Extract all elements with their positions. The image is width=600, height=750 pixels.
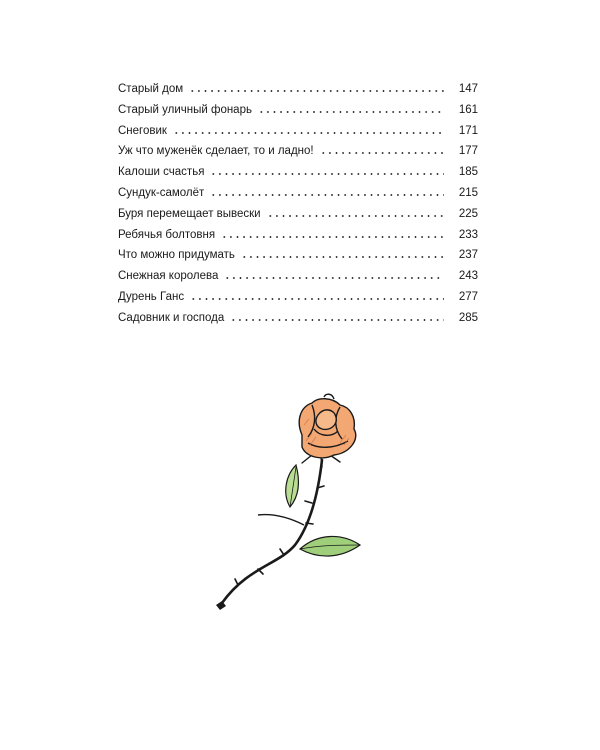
toc-entry-title: Уж что муженёк сделает, то и ладно! [118,145,314,158]
toc-entry-page: 171 [458,124,478,137]
toc-entry-title: Сундук-самолёт [118,186,205,199]
toc-entry-page: 277 [458,290,478,303]
toc-entry-page: 225 [458,207,478,220]
toc-entry[interactable] [118,141,478,162]
leaf-stalk [258,515,304,525]
dot-leader [241,256,444,258]
toc-entry-title: Старый дом [118,83,184,95]
toc-entry[interactable] [118,121,478,142]
toc-entry[interactable] [118,225,478,246]
toc-entry[interactable] [118,287,478,308]
rose-thorns [235,486,324,585]
dot-leader [210,173,444,175]
dot-leader [173,132,444,134]
toc-entry[interactable] [118,183,478,204]
stem-cut [216,601,226,610]
toc-entry-page: 147 [458,83,478,95]
toc-entry-title: Что можно придумать [118,249,235,262]
toc-entry-page: 237 [458,249,478,262]
dot-leader [230,319,444,321]
toc-entry-title: Снеговик [118,124,167,137]
upper-leaf [286,465,299,507]
toc-entry-title: Садовник и господа [118,311,225,324]
dot-leader [258,111,444,113]
toc-entry-page: 285 [458,311,478,324]
toc-entry-title: Старый уличный фонарь [118,103,252,116]
table-of-contents [118,79,478,329]
toc-entry-title: Буря перемещает вывески [118,207,261,220]
lower-leaf [300,536,360,556]
toc-entry[interactable] [118,266,478,287]
rose-bloom [299,394,356,458]
toc-entry-title: Дурень Ганс [118,290,185,303]
toc-entry-page: 243 [458,270,478,283]
toc-entry[interactable] [118,204,478,225]
toc-entry-page: 233 [458,228,478,241]
toc-entry-page: 177 [458,145,478,158]
toc-entry[interactable] [118,79,478,100]
toc-entry-page: 215 [458,186,478,199]
dot-leader [210,194,444,196]
toc-entry-title: Калоши счастья [118,166,205,179]
rose-illustration-icon [200,385,400,625]
toc-entry-page: 161 [458,103,478,116]
dot-leader [267,215,444,217]
dot-leader [221,236,444,238]
toc-entry[interactable] [118,308,478,329]
dot-leader [320,152,444,154]
toc-entry-page: 185 [458,166,478,179]
toc-entry[interactable] [118,162,478,183]
toc-entry-title: Ребячья болтовня [118,228,216,241]
dot-leader [189,90,444,92]
toc-entry-title: Снежная королева [118,270,219,283]
toc-entry[interactable] [118,245,478,266]
toc-entry[interactable] [118,100,478,121]
dot-leader [224,277,444,279]
dot-leader [190,298,444,300]
